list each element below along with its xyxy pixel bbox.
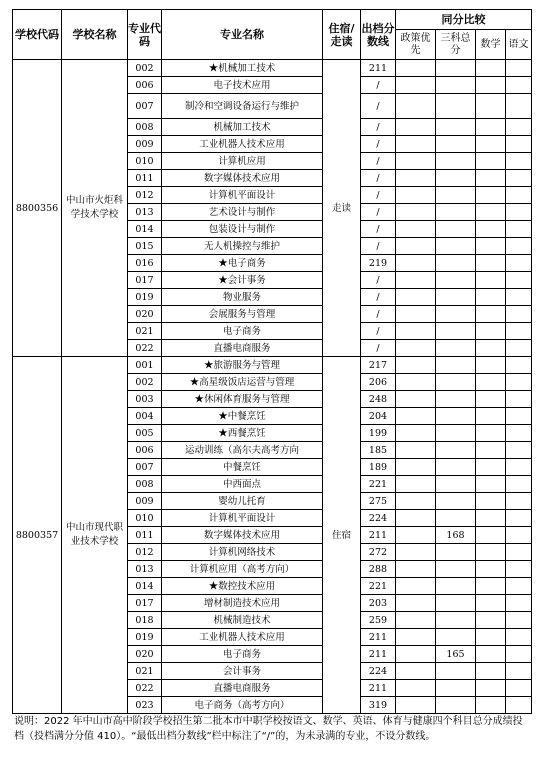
- header-tie-compare: 同分比较: [396, 10, 532, 30]
- min-score: /: [361, 340, 396, 357]
- major-code: 012: [128, 187, 162, 204]
- min-score: 221: [361, 578, 396, 595]
- major-name: 电子商务: [162, 323, 323, 340]
- policy-priority-cell: [396, 459, 436, 476]
- chinese-cell: [506, 153, 532, 170]
- min-score: 211: [361, 527, 396, 544]
- policy-priority-cell: [396, 153, 436, 170]
- math-cell: [476, 578, 506, 595]
- math-cell: [476, 204, 506, 221]
- policy-priority-cell: [396, 255, 436, 272]
- three-subject-total-cell: [436, 153, 476, 170]
- math-cell: [476, 646, 506, 663]
- chinese-cell: [506, 94, 532, 119]
- major-name: ★机械加工技术: [162, 60, 323, 77]
- header-three-subject-total: 三科总分: [436, 30, 476, 60]
- major-name: 制冷和空调设备运行与维护: [162, 94, 323, 119]
- chinese-cell: [506, 697, 532, 714]
- major-code: 010: [128, 510, 162, 527]
- math-cell: [476, 408, 506, 425]
- policy-priority-cell: [396, 306, 436, 323]
- major-name: ★数控技术应用: [162, 578, 323, 595]
- major-name: 物业服务: [162, 289, 323, 306]
- chinese-cell: [506, 629, 532, 646]
- chinese-cell: [506, 374, 532, 391]
- math-cell: [476, 612, 506, 629]
- policy-priority-cell: [396, 595, 436, 612]
- min-score: /: [361, 221, 396, 238]
- three-subject-total-cell: [436, 204, 476, 221]
- policy-priority-cell: [396, 527, 436, 544]
- chinese-cell: [506, 527, 532, 544]
- major-name: 婴幼儿托育: [162, 493, 323, 510]
- table-row: [13, 60, 532, 77]
- min-score: 185: [361, 442, 396, 459]
- major-code: 010: [128, 153, 162, 170]
- boarding-type: 走读: [323, 60, 361, 357]
- header-min-score: 出档分数线: [361, 10, 396, 60]
- policy-priority-cell: [396, 238, 436, 255]
- min-score: 206: [361, 374, 396, 391]
- major-code: 022: [128, 680, 162, 697]
- chinese-cell: [506, 663, 532, 680]
- math-cell: [476, 680, 506, 697]
- policy-priority-cell: [396, 561, 436, 578]
- major-code: 013: [128, 204, 162, 221]
- three-subject-total-cell: [436, 510, 476, 527]
- major-code: 023: [128, 697, 162, 714]
- major-name: 直播电商服务: [162, 340, 323, 357]
- three-subject-total-cell: [436, 442, 476, 459]
- policy-priority-cell: [396, 680, 436, 697]
- major-code: 015: [128, 238, 162, 255]
- min-score: 224: [361, 663, 396, 680]
- policy-priority-cell: [396, 94, 436, 119]
- policy-priority-cell: [396, 77, 436, 94]
- three-subject-total-cell: [436, 357, 476, 374]
- three-subject-total-cell: [436, 544, 476, 561]
- three-subject-total-cell: [436, 187, 476, 204]
- major-code: 020: [128, 646, 162, 663]
- chinese-cell: [506, 595, 532, 612]
- min-score: 217: [361, 357, 396, 374]
- major-name: 数字媒体技术应用: [162, 170, 323, 187]
- policy-priority-cell: [396, 340, 436, 357]
- math-cell: [476, 136, 506, 153]
- chinese-cell: [506, 238, 532, 255]
- math-cell: [476, 476, 506, 493]
- major-name: 无人机操控与维护: [162, 238, 323, 255]
- min-score: 199: [361, 425, 396, 442]
- major-code: 020: [128, 306, 162, 323]
- min-score: 275: [361, 493, 396, 510]
- three-subject-total-cell: [436, 221, 476, 238]
- math-cell: [476, 561, 506, 578]
- major-code: 005: [128, 425, 162, 442]
- table-row: [13, 357, 532, 374]
- math-cell: [476, 153, 506, 170]
- three-subject-total-cell: [436, 77, 476, 94]
- major-code: 006: [128, 442, 162, 459]
- math-cell: [476, 493, 506, 510]
- major-name: 电子商务: [162, 646, 323, 663]
- three-subject-total-cell: [436, 425, 476, 442]
- three-subject-total-cell: [436, 170, 476, 187]
- math-cell: [476, 340, 506, 357]
- policy-priority-cell: [396, 629, 436, 646]
- chinese-cell: [506, 612, 532, 629]
- policy-priority-cell: [396, 187, 436, 204]
- three-subject-total-cell: [436, 272, 476, 289]
- three-subject-total-cell: [436, 255, 476, 272]
- major-name: 会展服务与管理: [162, 306, 323, 323]
- policy-priority-cell: [396, 578, 436, 595]
- major-code: 011: [128, 170, 162, 187]
- chinese-cell: [506, 561, 532, 578]
- three-subject-total-cell: [436, 663, 476, 680]
- math-cell: [476, 255, 506, 272]
- min-score: /: [361, 170, 396, 187]
- policy-priority-cell: [396, 408, 436, 425]
- major-code: 017: [128, 272, 162, 289]
- major-name: 计算机平面设计: [162, 187, 323, 204]
- math-cell: [476, 391, 506, 408]
- major-name: 工业机器人技术应用: [162, 136, 323, 153]
- math-cell: [476, 442, 506, 459]
- major-code: 013: [128, 561, 162, 578]
- policy-priority-cell: [396, 425, 436, 442]
- major-name: 计算机应用（高考方向）: [162, 561, 323, 578]
- math-cell: [476, 527, 506, 544]
- min-score: 288: [361, 561, 396, 578]
- three-subject-total-cell: 168: [436, 527, 476, 544]
- header-policy-priority: 政策优先: [396, 30, 436, 60]
- min-score: 189: [361, 459, 396, 476]
- policy-priority-cell: [396, 510, 436, 527]
- major-code: 016: [128, 255, 162, 272]
- header-school-code: 学校代码: [13, 10, 62, 60]
- policy-priority-cell: [396, 221, 436, 238]
- header-school-name: 学校名称: [62, 10, 128, 60]
- major-code: 008: [128, 119, 162, 136]
- math-cell: [476, 374, 506, 391]
- min-score: 224: [361, 510, 396, 527]
- major-code: 014: [128, 578, 162, 595]
- math-cell: [476, 357, 506, 374]
- chinese-cell: [506, 306, 532, 323]
- chinese-cell: [506, 476, 532, 493]
- three-subject-total-cell: [436, 323, 476, 340]
- school-code: 8800356: [13, 60, 62, 357]
- three-subject-total-cell: 165: [436, 646, 476, 663]
- three-subject-total-cell: [436, 459, 476, 476]
- school-name: 中山市火炬科学技术学校: [62, 60, 128, 357]
- policy-priority-cell: [396, 493, 436, 510]
- header-major-name: 专业名称: [162, 10, 323, 60]
- math-cell: [476, 60, 506, 77]
- three-subject-total-cell: [436, 374, 476, 391]
- header-major-code: 专业代码: [128, 10, 162, 60]
- major-name: 中西面点: [162, 476, 323, 493]
- header-chinese: 语文: [506, 30, 532, 60]
- header-boarding: 住宿/走读: [323, 10, 361, 60]
- major-code: 007: [128, 459, 162, 476]
- major-code: 004: [128, 408, 162, 425]
- math-cell: [476, 221, 506, 238]
- chinese-cell: [506, 323, 532, 340]
- math-cell: [476, 595, 506, 612]
- major-code: 002: [128, 60, 162, 77]
- math-cell: [476, 544, 506, 561]
- chinese-cell: [506, 578, 532, 595]
- major-name: ★会计事务: [162, 272, 323, 289]
- major-code: 012: [128, 544, 162, 561]
- min-score: /: [361, 136, 396, 153]
- policy-priority-cell: [396, 119, 436, 136]
- three-subject-total-cell: [436, 561, 476, 578]
- policy-priority-cell: [396, 170, 436, 187]
- math-cell: [476, 629, 506, 646]
- policy-priority-cell: [396, 289, 436, 306]
- major-name: 运动训练（高尔夫高考方向: [162, 442, 323, 459]
- min-score: 211: [361, 646, 396, 663]
- major-code: 021: [128, 323, 162, 340]
- table-body: [13, 60, 532, 714]
- math-cell: [476, 238, 506, 255]
- major-name: 艺术设计与制作: [162, 204, 323, 221]
- three-subject-total-cell: [436, 340, 476, 357]
- policy-priority-cell: [396, 323, 436, 340]
- min-score: /: [361, 289, 396, 306]
- major-code: 021: [128, 663, 162, 680]
- min-score: /: [361, 119, 396, 136]
- policy-priority-cell: [396, 663, 436, 680]
- three-subject-total-cell: [436, 289, 476, 306]
- math-cell: [476, 425, 506, 442]
- major-code: 001: [128, 357, 162, 374]
- three-subject-total-cell: [436, 578, 476, 595]
- major-code: 019: [128, 289, 162, 306]
- major-name: 计算机网络技术: [162, 544, 323, 561]
- min-score: 211: [361, 629, 396, 646]
- chinese-cell: [506, 289, 532, 306]
- min-score: 221: [361, 476, 396, 493]
- chinese-cell: [506, 204, 532, 221]
- min-score: /: [361, 306, 396, 323]
- policy-priority-cell: [396, 646, 436, 663]
- major-code: 006: [128, 77, 162, 94]
- policy-priority-cell: [396, 544, 436, 561]
- policy-priority-cell: [396, 357, 436, 374]
- chinese-cell: [506, 340, 532, 357]
- school-code: 8800357: [13, 357, 62, 714]
- major-name: ★中餐烹饪: [162, 408, 323, 425]
- policy-priority-cell: [396, 374, 436, 391]
- policy-priority-cell: [396, 136, 436, 153]
- chinese-cell: [506, 357, 532, 374]
- math-cell: [476, 663, 506, 680]
- chinese-cell: [506, 60, 532, 77]
- math-cell: [476, 306, 506, 323]
- three-subject-total-cell: [436, 391, 476, 408]
- major-name: 机械制造技术: [162, 612, 323, 629]
- chinese-cell: [506, 170, 532, 187]
- major-code: 014: [128, 221, 162, 238]
- min-score: /: [361, 153, 396, 170]
- policy-priority-cell: [396, 204, 436, 221]
- min-score: /: [361, 238, 396, 255]
- chinese-cell: [506, 187, 532, 204]
- three-subject-total-cell: [436, 60, 476, 77]
- chinese-cell: [506, 680, 532, 697]
- math-cell: [476, 94, 506, 119]
- major-name: 机械加工技术: [162, 119, 323, 136]
- major-code: 007: [128, 94, 162, 119]
- admission-score-table: [12, 9, 532, 714]
- policy-priority-cell: [396, 442, 436, 459]
- three-subject-total-cell: [436, 612, 476, 629]
- math-cell: [476, 170, 506, 187]
- min-score: 272: [361, 544, 396, 561]
- three-subject-total-cell: [436, 238, 476, 255]
- major-name: 中餐烹饪: [162, 459, 323, 476]
- major-name: 工业机器人技术应用: [162, 629, 323, 646]
- three-subject-total-cell: [436, 136, 476, 153]
- major-code: 002: [128, 374, 162, 391]
- math-cell: [476, 459, 506, 476]
- major-code: 009: [128, 493, 162, 510]
- math-cell: [476, 289, 506, 306]
- major-name: ★高星级饭店运营与管理: [162, 374, 323, 391]
- chinese-cell: [506, 272, 532, 289]
- major-name: 包装设计与制作: [162, 221, 323, 238]
- major-code: 017: [128, 595, 162, 612]
- major-name: ★电子商务: [162, 255, 323, 272]
- major-name: 数字媒体技术应用: [162, 527, 323, 544]
- min-score: /: [361, 204, 396, 221]
- min-score: 204: [361, 408, 396, 425]
- math-cell: [476, 697, 506, 714]
- chinese-cell: [506, 136, 532, 153]
- major-name: ★西餐烹饪: [162, 425, 323, 442]
- major-code: 009: [128, 136, 162, 153]
- major-name: 增材制造技术应用: [162, 595, 323, 612]
- major-code: 003: [128, 391, 162, 408]
- min-score: /: [361, 77, 396, 94]
- major-name: 会计事务: [162, 663, 323, 680]
- three-subject-total-cell: [436, 476, 476, 493]
- three-subject-total-cell: [436, 408, 476, 425]
- min-score: /: [361, 94, 396, 119]
- chinese-cell: [506, 493, 532, 510]
- chinese-cell: [506, 425, 532, 442]
- major-name: 计算机应用: [162, 153, 323, 170]
- chinese-cell: [506, 221, 532, 238]
- major-code: 022: [128, 340, 162, 357]
- chinese-cell: [506, 510, 532, 527]
- chinese-cell: [506, 77, 532, 94]
- footnote: 说明：2022 年中山市高中阶段学校招生第二批本市中职学校按语文、数学、英语、体育与健康四个科目总分成绩投档（投档满分分值 410）。“最低出档分数线”栏中标注了“/”的，为未录满的专业，不设分数线。: [14, 716, 523, 742]
- major-code: 019: [128, 629, 162, 646]
- chinese-cell: [506, 646, 532, 663]
- min-score: 203: [361, 595, 396, 612]
- math-cell: [476, 272, 506, 289]
- boarding-type: 住宿: [323, 357, 361, 714]
- math-cell: [476, 510, 506, 527]
- chinese-cell: [506, 459, 532, 476]
- header-math: 数学: [476, 30, 506, 60]
- major-name: 计算机平面设计: [162, 510, 323, 527]
- min-score: /: [361, 323, 396, 340]
- major-code: 008: [128, 476, 162, 493]
- major-name: 电子技术应用: [162, 77, 323, 94]
- min-score: 248: [361, 391, 396, 408]
- three-subject-total-cell: [436, 493, 476, 510]
- major-name: ★旅游服务与管理: [162, 357, 323, 374]
- chinese-cell: [506, 544, 532, 561]
- major-name: ★休闲体育服务与管理: [162, 391, 323, 408]
- three-subject-total-cell: [436, 680, 476, 697]
- policy-priority-cell: [396, 391, 436, 408]
- math-cell: [476, 323, 506, 340]
- major-code: 018: [128, 612, 162, 629]
- three-subject-total-cell: [436, 94, 476, 119]
- chinese-cell: [506, 408, 532, 425]
- min-score: 319: [361, 697, 396, 714]
- three-subject-total-cell: [436, 697, 476, 714]
- chinese-cell: [506, 391, 532, 408]
- policy-priority-cell: [396, 272, 436, 289]
- math-cell: [476, 77, 506, 94]
- chinese-cell: [506, 119, 532, 136]
- policy-priority-cell: [396, 697, 436, 714]
- math-cell: [476, 119, 506, 136]
- min-score: 219: [361, 255, 396, 272]
- policy-priority-cell: [396, 612, 436, 629]
- chinese-cell: [506, 255, 532, 272]
- math-cell: [476, 187, 506, 204]
- school-name: 中山市现代职业技术学校: [62, 357, 128, 714]
- chinese-cell: [506, 442, 532, 459]
- min-score: 259: [361, 612, 396, 629]
- min-score: /: [361, 187, 396, 204]
- min-score: 211: [361, 60, 396, 77]
- three-subject-total-cell: [436, 629, 476, 646]
- policy-priority-cell: [396, 476, 436, 493]
- major-name: 电子商务（高考方向）: [162, 697, 323, 714]
- major-code: 011: [128, 527, 162, 544]
- policy-priority-cell: [396, 60, 436, 77]
- min-score: /: [361, 272, 396, 289]
- three-subject-total-cell: [436, 119, 476, 136]
- three-subject-total-cell: [436, 595, 476, 612]
- major-name: 直播电商服务: [162, 680, 323, 697]
- min-score: 211: [361, 680, 396, 697]
- three-subject-total-cell: [436, 306, 476, 323]
